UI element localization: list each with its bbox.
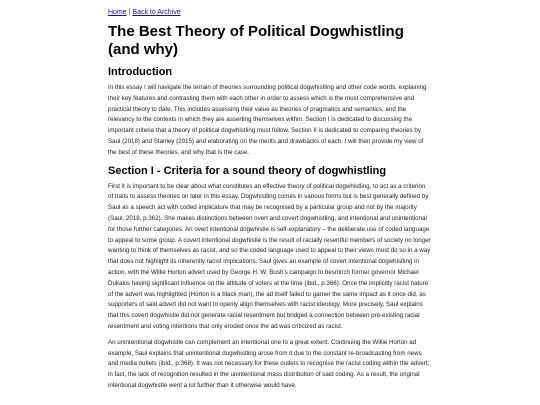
paragraph: An unintentional dogwhistle can complement an intentional one to a great extent. Continuing the Willie Horton ad example, Saul explains that unintentional dogwhistling arose from it due to the constant re-broadcasting from news and media outlets (ibid., p.368). It was not necessary for these outlets to recognise the racist coding within the advert; in fact, the lack of recognition resulted in the unintentional mass distribution of said coding. As a result, the original intentional dogwhistle went a lot further than it otherwise would have. xyxy=(108,338,430,389)
nav-separator: | xyxy=(126,9,133,16)
section-heading-criteria: Section I - Criteria for a sound theory of dogwhistling xyxy=(108,164,387,177)
back-to-archive-link[interactable]: Back to Archive xyxy=(132,9,181,16)
article-page xyxy=(108,0,432,392)
article-title: The Best Theory of Political Dogwhistling (and why) xyxy=(108,23,404,58)
breadcrumb-nav xyxy=(108,8,432,18)
home-link[interactable]: Home xyxy=(108,9,127,16)
section-heading-introduction: Introduction xyxy=(108,66,173,78)
paragraph: In this essay I will navigate the terrain of theories surrounding political dogwhistling and other code words, explaining their key features and contrasting them with each other in order to assess which is the most comprehensive and practical theory to date. This includes assessing their value as theories of pragmatics and semantics, and the relevancy to the contexts in which they are asserting themselves within. Section I is dedicated to discussing the important criteria that a theory of political dogwhistling must follow. Section II is dedicated to comparing theories by Saul (2018) and Stanley (2015) and elaborating on the merits and drawbacks of each. I will then provide my view of the best of these theories, and why that is the case. xyxy=(108,84,427,156)
paragraph: First it is important to be clear about what constitutes an effective theory of political dogwhistling, to act as a criterion of traits to assess theories on later in this essay. Dogwhistling comes in various forms but is best generally defined by Saul as a speech act with coded implicature that may be recognised by a particular group and not by the majority (Saul, 2018, p.362). She makes distinctions between overt and covert dogwhistling, and intentional and unintentional for those further categories. An overt intentional dogwhistle is self-explanatory – the deliberate use of coded language to appeal to some group. A covert intentional dogwhistle is the result of racially resentful members of society no longer wanting to think of themselves as racist, and so the coded language used to appeal to their views must do so in a way that does not highlight its inherently racist implications. Saul gives an example of covert intentional dogwhistling in action, with the Willie Horton advert used by George H. W. Bush’s campaign to besmirch former governor Michael Dukakis having significant influence on the attitude of voters at the time (ibid., p.366). Once the implicitly racist nature of the advert was highlighted (Horton is a black man), the ad itself failed to garner the same impact as it once did, as supporters of said advert did not want to openly align themselves with racist ideology. More precisely, Saul explains that this covert dogwhistle did not generate racial resentment but bridged a connection between pre-existing racial resentment and voting intentions that only eroded once the ad was criticized as racist. xyxy=(108,182,431,330)
